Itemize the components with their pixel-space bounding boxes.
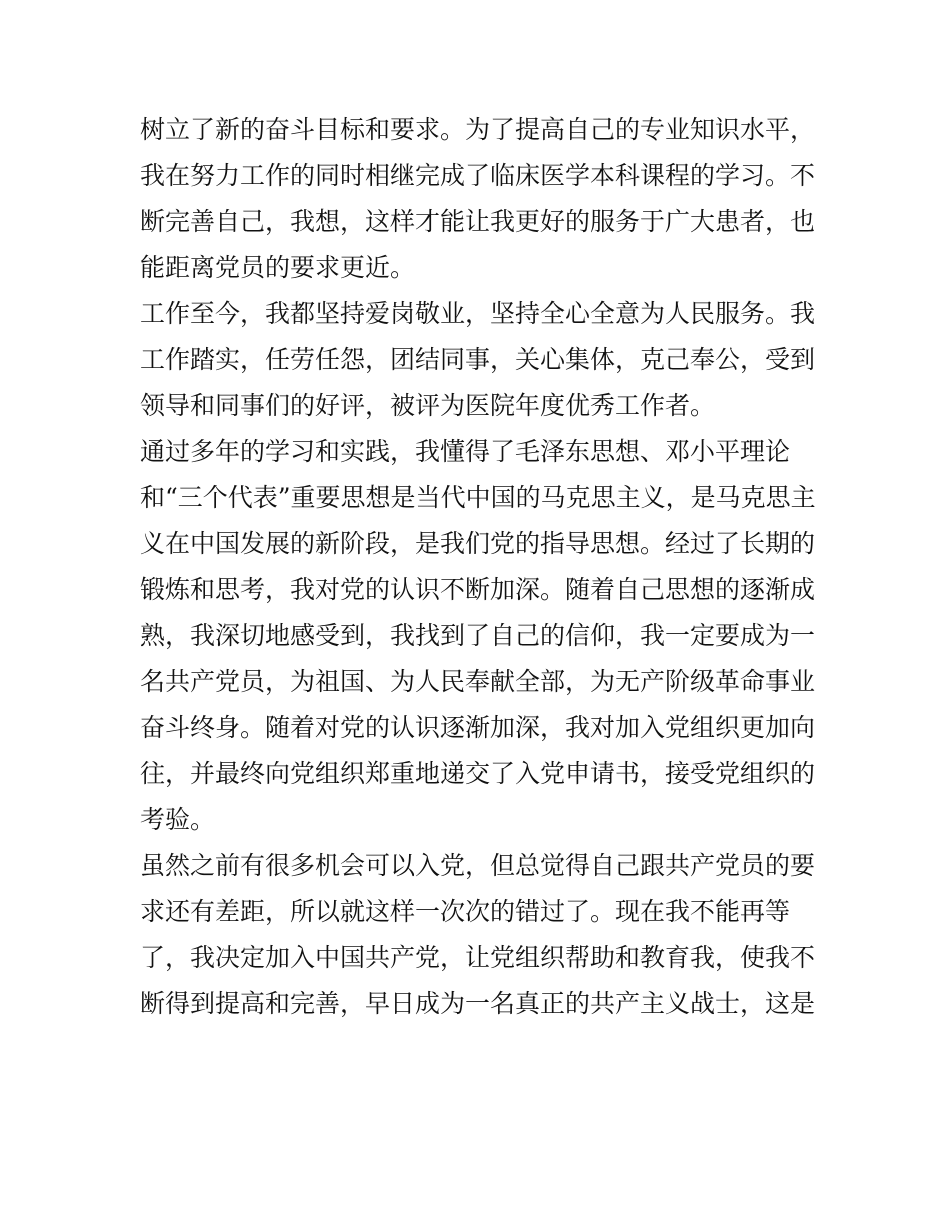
text-line: 义在中国发展的新阶段，是我们党的指导思想。经过了长期的 bbox=[140, 529, 816, 558]
text-line: 了，我决定加入中国共产党，让党组织帮助和教育我，使我不 bbox=[140, 943, 816, 972]
text-line: 锻炼和思考，我对党的认识不断加深。随着自己思想的逐渐成 bbox=[140, 575, 816, 604]
text-line: 领导和同事们的好评，被评为医院年度优秀工作者。 bbox=[140, 391, 716, 420]
text-line: 树立了新的奋斗目标和要求。为了提高自己的专业知识水平， bbox=[140, 115, 816, 144]
text-line: 熟，我深切地感受到，我找到了自己的信仰，我一定要成为一 bbox=[140, 621, 816, 650]
text-line: 求还有差距，所以就这样一次次的错过了。现在我不能再等 bbox=[140, 897, 791, 926]
text-line: 考验。 bbox=[140, 805, 216, 834]
text-line: 能距离党员的要求更近。 bbox=[140, 253, 416, 282]
body-text bbox=[140, 107, 820, 1027]
text-line: 虽然之前有很多机会可以入党，但总觉得自己跟共产党员的要 bbox=[140, 851, 816, 880]
text-line: 工作踏实，任劳任怨，团结同事，关心集体，克己奉公，受到 bbox=[140, 345, 816, 374]
text-line: 断得到提高和完善，早日成为一名真正的共产主义战士，这是 bbox=[140, 989, 816, 1018]
text-line: 往，并最终向党组织郑重地递交了入党申请书，接受党组织的 bbox=[140, 759, 816, 788]
text-line: 奋斗终身。随着对党的认识逐渐加深，我对加入党组织更加向 bbox=[140, 713, 816, 742]
text-line: 断完善自己，我想，这样才能让我更好的服务于广大患者，也 bbox=[140, 207, 816, 236]
text-line: 通过多年的学习和实践，我懂得了毛泽东思想、邓小平理论 bbox=[140, 437, 791, 466]
text-line: 和“三个代表”重要思想是当代中国的马克思主义，是马克思主 bbox=[140, 483, 816, 512]
text-line: 名共产党员，为祖国、为人民奉献全部，为无产阶级革命事业 bbox=[140, 667, 816, 696]
text-line: 我在努力工作的同时相继完成了临床医学本科课程的学习。不 bbox=[140, 161, 816, 190]
text-line: 工作至今，我都坚持爱岗敬业，坚持全心全意为人民服务。我 bbox=[140, 299, 816, 328]
